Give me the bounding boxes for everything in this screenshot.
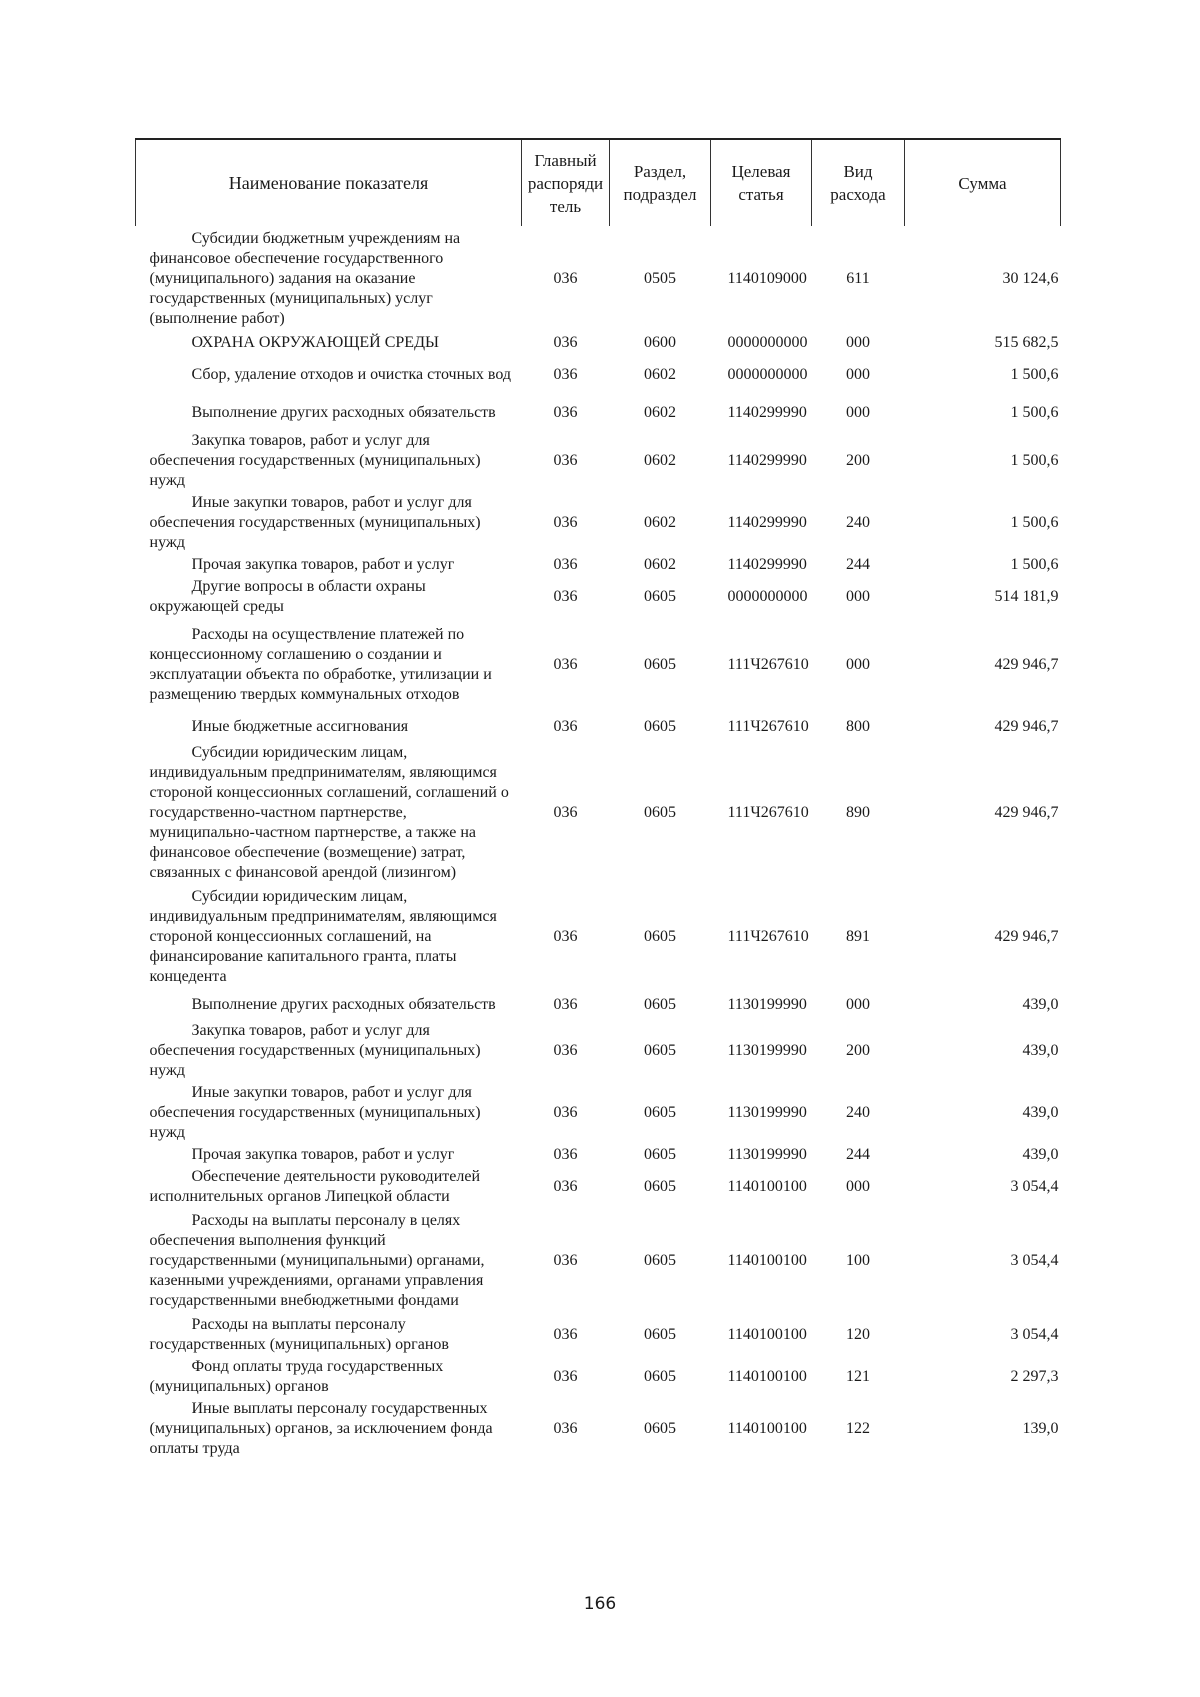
cell-sum: 3 054,4 xyxy=(1010,1326,1059,1343)
cell-expense-kind: 000 xyxy=(846,996,870,1013)
cell-name: Расходы на выплаты персоналу в целях обеспечения выполнения функций государственными (муниципальными) органами, казенными учреждениями, органами управления государственными внебюджетными фондами xyxy=(149,1212,485,1309)
cell-name: Фонд оплаты труда государственных (муниципальных) органов xyxy=(149,1358,444,1395)
cell-main-manager: 036 xyxy=(553,514,578,531)
cell-section: 0605 xyxy=(644,996,676,1013)
cell-sum: 1 500,6 xyxy=(1010,556,1059,573)
header-section: Раздел, подраздел xyxy=(610,139,711,226)
table-row xyxy=(136,742,1061,884)
cell-main-manager: 036 xyxy=(553,556,578,573)
cell-main-manager: 036 xyxy=(553,334,578,351)
cell-sum: 514 181,9 xyxy=(994,588,1059,605)
cell-expense-kind: 240 xyxy=(846,514,870,531)
page-number: 166 xyxy=(583,1594,617,1614)
cell-sum: 429 946,7 xyxy=(994,656,1059,673)
table-row xyxy=(136,1082,1061,1144)
cell-target-article: 1140299990 xyxy=(727,556,807,573)
cell-target-article: 1140100100 xyxy=(727,1368,807,1385)
cell-name: Иные закупки товаров, работ и услуг для обеспечения государственных (муниципальных) нужд xyxy=(149,494,481,551)
cell-main-manager: 036 xyxy=(553,270,578,287)
cell-sum: 439,0 xyxy=(1022,1104,1059,1121)
cell-sum: 439,0 xyxy=(1022,1146,1059,1163)
header-expense-kind: Вид расхода xyxy=(812,139,905,226)
table-row xyxy=(136,1208,1061,1314)
budget-table xyxy=(135,138,1061,1460)
cell-name: Выполнение других расходных обязательств xyxy=(191,404,496,421)
cell-expense-kind: 000 xyxy=(846,366,870,383)
cell-expense-kind: 200 xyxy=(846,1042,870,1059)
cell-section: 0600 xyxy=(644,334,676,351)
table-row xyxy=(136,430,1061,492)
cell-sum: 2 297,3 xyxy=(1010,1368,1059,1385)
table-row xyxy=(136,884,1061,990)
cell-name: Иные выплаты персоналу государственных (муниципальных) органов, за исключением фонда оплаты труда xyxy=(149,1400,493,1457)
cell-expense-kind: 121 xyxy=(846,1368,870,1385)
cell-expense-kind: 891 xyxy=(846,928,870,945)
cell-sum: 3 054,4 xyxy=(1010,1178,1059,1195)
cell-main-manager: 036 xyxy=(553,452,578,469)
cell-target-article: 1130199990 xyxy=(727,1042,807,1059)
table-row xyxy=(136,1020,1061,1082)
cell-name: Субсидии бюджетным учреждениям на финансовое обеспечение государственного (муниципального) задания на оказание государственных (муниципальных) услуг (выполнение работ) xyxy=(149,230,461,327)
cell-expense-kind: 611 xyxy=(846,270,870,287)
cell-expense-kind: 240 xyxy=(846,1104,870,1121)
cell-target-article: 111Ч267610 xyxy=(727,718,809,735)
cell-target-article: 1140299990 xyxy=(727,404,807,421)
cell-sum: 30 124,6 xyxy=(1002,270,1059,287)
cell-name: Субсидии юридическим лицам, индивидуальным предпринимателям, являющимся стороной концессионных соглашений, соглашений о государственно-частном партнерстве, муниципально-частном партнерстве, а также на финансовое обеспечение (возмещение) затрат, связанных с финансовой арендой (лизингом) xyxy=(149,744,509,881)
cell-sum: 429 946,7 xyxy=(994,928,1059,945)
cell-expense-kind: 200 xyxy=(846,452,870,469)
cell-main-manager: 036 xyxy=(553,1252,578,1269)
table-row xyxy=(136,226,1061,332)
cell-section: 0602 xyxy=(644,366,676,383)
cell-main-manager: 036 xyxy=(553,804,578,821)
cell-target-article: 0000000000 xyxy=(727,366,808,383)
cell-sum: 439,0 xyxy=(1022,1042,1059,1059)
cell-name: Сбор, удаление отходов и очистка сточных вод xyxy=(191,366,512,383)
cell-sum: 1 500,6 xyxy=(1010,514,1059,531)
cell-main-manager: 036 xyxy=(553,1146,578,1163)
cell-section: 0605 xyxy=(644,656,676,673)
cell-section: 0605 xyxy=(644,1326,676,1343)
cell-section: 0605 xyxy=(644,1104,676,1121)
cell-main-manager: 036 xyxy=(553,996,578,1013)
cell-sum: 1 500,6 xyxy=(1010,404,1059,421)
cell-target-article: 1130199990 xyxy=(727,996,807,1013)
table-row xyxy=(136,396,1061,430)
cell-section: 0605 xyxy=(644,1042,676,1059)
cell-section: 0602 xyxy=(644,404,676,421)
cell-section: 0605 xyxy=(644,1146,676,1163)
cell-target-article: 1140100100 xyxy=(727,1326,807,1343)
cell-section: 0602 xyxy=(644,452,676,469)
cell-main-manager: 036 xyxy=(553,1368,578,1385)
cell-main-manager: 036 xyxy=(553,588,578,605)
cell-sum: 1 500,6 xyxy=(1010,366,1059,383)
table-row xyxy=(136,618,1061,712)
cell-main-manager: 036 xyxy=(553,928,578,945)
cell-target-article: 1130199990 xyxy=(727,1104,807,1121)
cell-target-article: 0000000000 xyxy=(727,588,808,605)
table-row xyxy=(136,1356,1061,1398)
cell-name: Иные закупки товаров, работ и услуг для обеспечения государственных (муниципальных) нужд xyxy=(149,1084,481,1141)
cell-sum: 429 946,7 xyxy=(994,804,1059,821)
cell-sum: 3 054,4 xyxy=(1010,1252,1059,1269)
cell-target-article: 1140100100 xyxy=(727,1178,807,1195)
cell-section: 0605 xyxy=(644,804,676,821)
cell-sum: 1 500,6 xyxy=(1010,452,1059,469)
cell-target-article: 1130199990 xyxy=(727,1146,807,1163)
cell-target-article: 1140299990 xyxy=(727,452,807,469)
header-sum: Сумма xyxy=(905,139,1061,226)
cell-target-article: 111Ч267610 xyxy=(727,928,809,945)
cell-name: Прочая закупка товаров, работ и услуг xyxy=(191,556,455,573)
table-row xyxy=(136,554,1061,576)
cell-target-article: 1140100100 xyxy=(727,1420,807,1437)
cell-section: 0505 xyxy=(644,270,676,287)
cell-main-manager: 036 xyxy=(553,366,578,383)
cell-expense-kind: 244 xyxy=(846,556,870,573)
cell-main-manager: 036 xyxy=(553,1420,578,1437)
cell-section: 0602 xyxy=(644,556,676,573)
cell-expense-kind: 100 xyxy=(846,1252,870,1269)
cell-target-article: 1140299990 xyxy=(727,514,807,531)
table-row xyxy=(136,990,1061,1020)
header-target-article: Целевая статья xyxy=(711,139,812,226)
cell-section: 0605 xyxy=(644,1178,676,1195)
cell-section: 0605 xyxy=(644,718,676,735)
cell-main-manager: 036 xyxy=(553,1178,578,1195)
cell-name: Другие вопросы в области охраны окружающей среды xyxy=(149,578,426,615)
table-row xyxy=(136,1144,1061,1166)
cell-name: Закупка товаров, работ и услуг для обеспечения государственных (муниципальных) нужд xyxy=(149,432,481,489)
cell-sum: 139,0 xyxy=(1022,1420,1059,1437)
cell-expense-kind: 000 xyxy=(846,404,870,421)
cell-name: Расходы на выплаты персоналу государственных (муниципальных) органов xyxy=(149,1316,449,1353)
cell-main-manager: 036 xyxy=(553,404,578,421)
table-row xyxy=(136,1314,1061,1356)
cell-section: 0605 xyxy=(644,928,676,945)
cell-name: Расходы на осуществление платежей по концессионному соглашению о создании и эксплуатации объекта по обработке, утилизации и размещению твердых коммунальных отходов xyxy=(149,626,492,703)
cell-main-manager: 036 xyxy=(553,718,578,735)
cell-expense-kind: 000 xyxy=(846,1178,870,1195)
cell-expense-kind: 122 xyxy=(846,1420,870,1437)
cell-target-article: 111Ч267610 xyxy=(727,804,809,821)
table-row xyxy=(136,712,1061,742)
table-row xyxy=(136,354,1061,396)
header-main-manager: Главный распоряди тель xyxy=(522,139,610,226)
cell-name: Иные бюджетные ассигнования xyxy=(191,718,409,735)
cell-expense-kind: 244 xyxy=(846,1146,870,1163)
cell-sum: 515 682,5 xyxy=(994,334,1059,351)
cell-sum: 429 946,7 xyxy=(994,718,1059,735)
table-header xyxy=(136,139,1061,226)
cell-name: Прочая закупка товаров, работ и услуг xyxy=(191,1146,455,1163)
cell-section: 0605 xyxy=(644,1368,676,1385)
cell-name: ОХРАНА ОКРУЖАЮЩЕЙ СРЕДЫ xyxy=(191,334,439,351)
cell-section: 0605 xyxy=(644,588,676,605)
cell-section: 0605 xyxy=(644,1420,676,1437)
cell-expense-kind: 800 xyxy=(846,718,870,735)
cell-main-manager: 036 xyxy=(553,1042,578,1059)
cell-name: Обеспечение деятельности руководителей исполнительных органов Липецкой области xyxy=(149,1168,480,1205)
cell-expense-kind: 890 xyxy=(846,804,870,821)
cell-target-article: 111Ч267610 xyxy=(727,656,809,673)
cell-expense-kind: 120 xyxy=(846,1326,870,1343)
cell-expense-kind: 000 xyxy=(846,588,870,605)
cell-main-manager: 036 xyxy=(553,656,578,673)
cell-name: Субсидии юридическим лицам, индивидуальным предпринимателям, являющимся стороной концессионных соглашений, на финансирование капитального гранта, платы концедента xyxy=(149,888,497,985)
cell-section: 0605 xyxy=(644,1252,676,1269)
cell-expense-kind: 000 xyxy=(846,656,870,673)
cell-main-manager: 036 xyxy=(553,1326,578,1343)
cell-name: Закупка товаров, работ и услуг для обеспечения государственных (муниципальных) нужд xyxy=(149,1022,481,1079)
table-row xyxy=(136,1166,1061,1208)
cell-target-article: 0000000000 xyxy=(727,334,808,351)
cell-name: Выполнение других расходных обязательств xyxy=(191,996,496,1013)
cell-expense-kind: 000 xyxy=(846,334,870,351)
cell-sum: 439,0 xyxy=(1022,996,1059,1013)
cell-section: 0602 xyxy=(644,514,676,531)
cell-target-article: 1140109000 xyxy=(727,270,807,287)
table-row xyxy=(136,1398,1061,1460)
cell-main-manager: 036 xyxy=(553,1104,578,1121)
table-body xyxy=(136,226,1061,1460)
table-row xyxy=(136,332,1061,354)
header-name: Наименование показателя xyxy=(136,139,522,226)
cell-target-article: 1140100100 xyxy=(727,1252,807,1269)
table-row xyxy=(136,576,1061,618)
table-row xyxy=(136,492,1061,554)
